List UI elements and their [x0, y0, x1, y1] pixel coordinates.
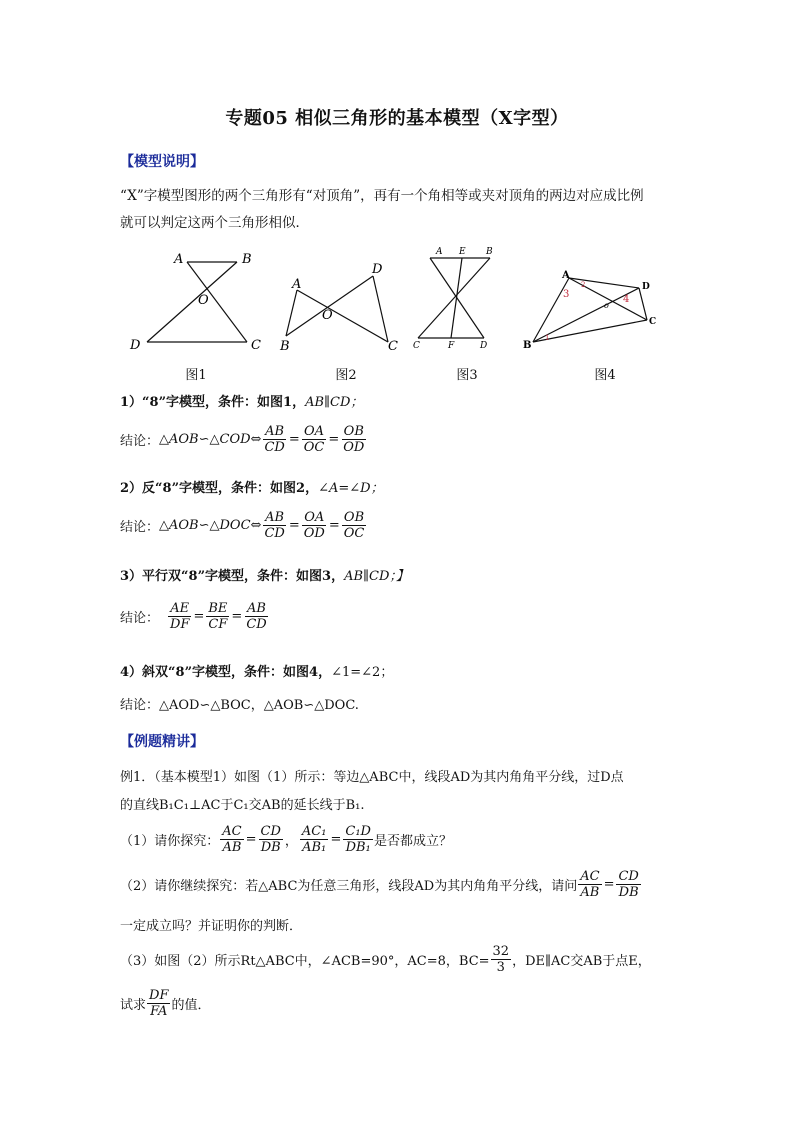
section-heading-model: 【模型说明】	[120, 154, 204, 170]
fig4-angle-1: 1	[545, 334, 550, 342]
fig4-angle-4: 4	[623, 294, 630, 305]
fig4-label-B: B	[523, 340, 532, 351]
model-3-conclusion: 结论： $\frac{AE}{DF}$ = $\frac{BE}{CF}$ = $\frac{AB}{CD}$	[120, 601, 267, 632]
example-1-question-2: （2）请你继续探究：若△ABC为任意三角形，线段AD为其内角角平分线，请问 $\frac{AC}{AB}$ = $\frac{CD}{DB}$	[120, 869, 639, 900]
model-4-conclusion: 结论：△AOD∽△BOC，△AOB∽△DOC.	[120, 698, 359, 713]
fig1-label-D: D	[130, 338, 141, 353]
model-1-condition: 1）“8”字模型，条件：如图1，AB∥CD；	[120, 395, 364, 410]
fig2-label-A: A	[292, 277, 302, 292]
figure-3	[410, 242, 505, 354]
fig3-label-A: A	[436, 247, 443, 257]
figure-1	[125, 250, 270, 358]
example-1-line-2: 的直线B₁C₁⊥AC于C₁交AB的延长线于B₁.	[120, 798, 365, 813]
example-1-question-1: （1）请你探究： $\frac{AC}{AB}$ = $\frac{CD}{DB}$ ， $\frac{\text{AC₁}}{\text{AB₁}}$ = $\frac{\text{C₁D}}{\text{DB₁}}$ 是否都成立？	[120, 824, 452, 855]
model-3-condition: 3）平行双“8”字模型，条件：如图3，AB∥CD；】	[120, 569, 409, 584]
fig4-label-A: A	[562, 270, 570, 281]
intro-line-2: 就可以判定这两个三角形相似．	[120, 215, 309, 231]
fig1-label-B: B	[242, 252, 252, 267]
figure-4	[517, 262, 662, 354]
fig4-caption: 图4	[594, 368, 616, 383]
fig3-label-F: F	[448, 341, 455, 351]
page-title: 专题05 相似三角形的基本模型（X字型）	[225, 108, 569, 129]
intro-line-1: “X”字模型图形的两个三角形有“对顶角”，再有一个角相等或夹对顶角的两边对应成比例	[120, 188, 644, 204]
model-4-condition: 4）斜双“8”字模型，条件：如图4，∠1=∠2；	[120, 665, 394, 680]
example-1-line-1: 例1．（基本模型1）如图（1）所示：等边△ABC中，线段AD为其内角角平分线，过D点	[120, 770, 624, 785]
fig3-label-C: C	[413, 341, 420, 351]
fig1-caption: 图1	[185, 368, 207, 383]
fig2-label-C: C	[388, 339, 398, 354]
fig2-label-D: D	[372, 262, 383, 277]
fig4-label-C: C	[649, 317, 657, 327]
example-1-question-4: 试求 $\frac{DF}{FA}$ 的值．	[120, 988, 211, 1019]
section-heading-examples: 【例题精讲】	[120, 734, 204, 750]
example-1-question-2-line-2: 一定成立吗？并证明你的判断．	[120, 919, 303, 934]
fig1-label-A: A	[174, 252, 184, 267]
fig1-label-C: C	[251, 338, 261, 353]
model-2-condition: 2）反“8”字模型，条件：如图2，∠A=∠D；	[120, 481, 384, 496]
fig2-label-B: B	[280, 339, 290, 354]
figure-2	[275, 258, 405, 358]
model-2-conclusion: 结论： △AOB∽△DOC⇔ $\frac{AB}{CD}$ = $\frac{OA}{OD}$ = $\frac{OB}{OC}$	[120, 510, 365, 541]
fig2-label-O: O	[322, 308, 333, 323]
fig3-label-B: B	[486, 247, 493, 257]
fig2-caption: 图2	[335, 368, 357, 383]
fig4-label-O: o	[604, 301, 609, 310]
fig4-angle-2: 2	[581, 281, 586, 289]
fig1-label-O: O	[198, 293, 209, 308]
fig3-label-D: D	[480, 341, 488, 351]
fig3-label-E: E	[459, 247, 466, 257]
fig3-caption: 图3	[456, 368, 478, 383]
fig4-label-D: D	[642, 282, 650, 292]
fig4-angle-3: 3	[563, 289, 570, 300]
model-1-conclusion: 结论： △AOB∽△COD⇔ $\frac{AB}{CD}$ = $\frac{OA}{OC}$ = $\frac{OB}{OD}$	[120, 424, 365, 455]
example-1-question-3: （3）如图（2）所示Rt△ABC中，∠ACB=90°，AC=8，BC= $\frac{32}{3}$ ，DE∥AC交AB于点E，	[120, 944, 651, 975]
